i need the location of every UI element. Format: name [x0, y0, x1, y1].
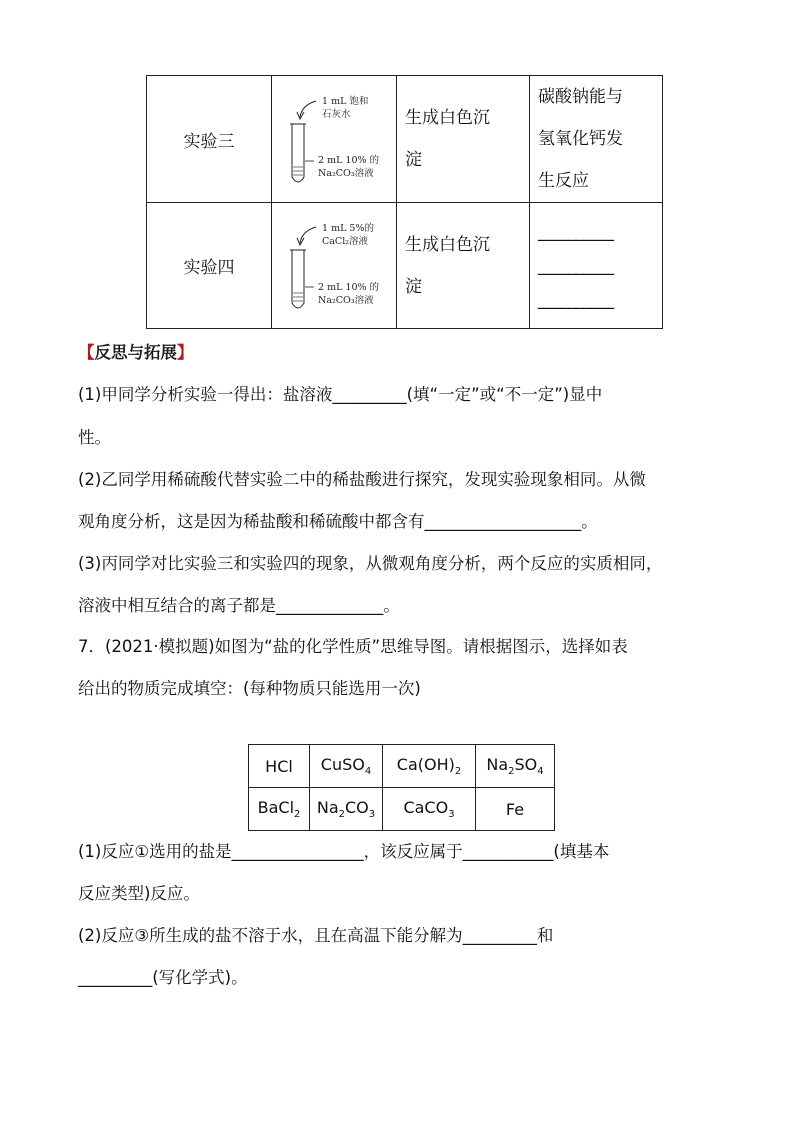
experiment-figure [272, 203, 397, 329]
table-row [249, 788, 555, 831]
substance-table [248, 744, 555, 831]
question-1-line-2: 性。 [78, 428, 111, 447]
question-7-sub-1-line-1: (1)反应①选用的盐是________________，该反应属于___________(填基本 [78, 842, 610, 861]
experiment-row-3 [147, 76, 663, 203]
conclusion-cell [530, 76, 663, 203]
observation-cell [397, 203, 530, 329]
conclusion-cell [530, 203, 663, 329]
question-1-line-1: (1)甲同学分析实验一得出：盐溶液_________(填“一定”或“不一定”)显中 [78, 385, 603, 404]
table-cell: $Na_2CO_3$ [310, 788, 383, 831]
figure-top-label-2: CaCl₂溶液 [322, 236, 369, 247]
question-2-line-1: (2)乙同学用稀硫酸代替实验二中的稀盐酸进行探究，发现实验现象相同。从微 [78, 470, 646, 489]
figure-top-label: 1 mL 5%的 [322, 223, 374, 234]
observation-text-2: 淀 [405, 150, 422, 170]
experiment-name: 实验四 [147, 203, 272, 329]
heading-bracket-close: 】 [177, 343, 194, 362]
answer-blank[interactable]: __________ [538, 255, 613, 276]
question-7-sub-2-line-1: (2)反应③所生成的盐不溶于水，且在高温下能分解为_________和 [78, 926, 554, 945]
question-7-sub-1-line-2: 反应类型)反应。 [78, 884, 200, 903]
experiment-figure [272, 76, 397, 203]
figure-bottom-label-2: Na₂CO₃溶液 [318, 295, 374, 306]
question-7-line-1: 7．(2021·模拟题)如图为“盐的化学性质”思维导图。请根据图示，选择如表 [78, 637, 628, 656]
conclusion-text-3: 生反应 [538, 171, 589, 191]
table-cell: Fe [476, 788, 555, 831]
test-tube-icon [292, 124, 304, 182]
heading-bracket-open: 【 [78, 343, 95, 362]
answer-blank[interactable]: __________ [538, 289, 613, 310]
observation-text: 生成白色沉 [405, 234, 490, 255]
table-cell: $Ca(OH)_2$ [383, 745, 476, 788]
question-3-line-1: (3)丙同学对比实验三和实验四的现象，从微观角度分析，两个反应的实质相同， [78, 554, 663, 573]
question-7-line-2: 给出的物质完成填空：(每种物质只能选用一次) [78, 679, 421, 698]
question-2-line-2: 观角度分析，这是因为稀盐酸和稀硫酸中都含有___________________。 [78, 512, 598, 531]
figure-bottom-label: 2 mL 10% 的 [318, 155, 380, 166]
figure-top-label-2: 石灰水 [322, 109, 351, 120]
observation-cell [397, 76, 530, 203]
test-tube-icon [292, 250, 304, 308]
observation-text-2: 淀 [405, 276, 422, 297]
table-cell: CaCO$_3$ [383, 788, 476, 831]
conclusion-text: 碳酸钠能与 [538, 87, 623, 107]
figure-bottom-label: 2 mL 10% 的 [318, 282, 380, 293]
section-heading [78, 339, 194, 363]
table-cell: CuSO$_4$ [310, 745, 383, 788]
experiment-table [146, 75, 663, 329]
table-cell: $Na_2SO_4$ [476, 745, 555, 788]
table-cell: BaCl$_2$ [249, 788, 310, 831]
table-cell: HCl [249, 745, 310, 788]
heading-text: 反思与拓展 [94, 343, 177, 362]
question-7-sub-2-line-2: _________(写化学式)。 [78, 968, 248, 987]
table-row [249, 745, 555, 788]
question-3-line-2: 溶液中相互结合的离子都是_____________。 [78, 596, 400, 615]
conclusion-text-2: 氢氧化钙发 [538, 129, 623, 149]
figure-bottom-label-2: Na₂CO₃溶液 [318, 168, 374, 179]
observation-text: 生成白色沉 [405, 108, 490, 128]
experiment-name: 实验三 [147, 76, 272, 203]
experiment-row-4 [147, 203, 663, 329]
figure-top-label: 1 mL 饱和 [322, 96, 369, 107]
test-tube-figure [272, 203, 396, 328]
answer-blank[interactable]: __________ [538, 221, 613, 242]
